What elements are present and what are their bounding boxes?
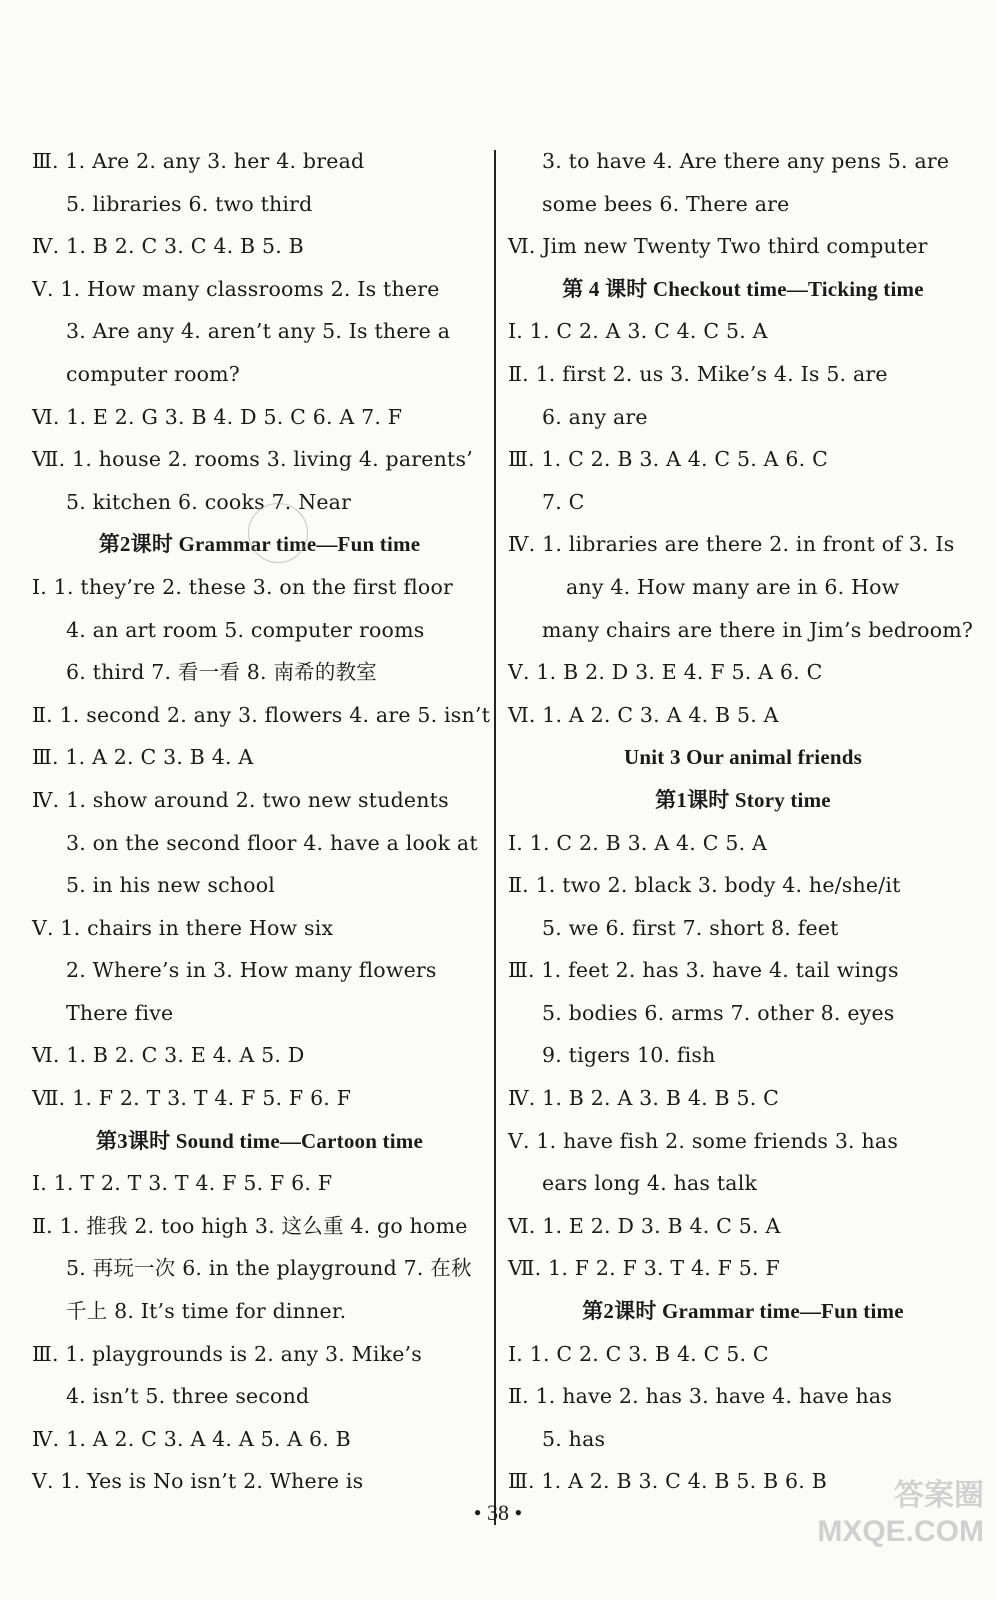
right-column	[508, 140, 978, 1503]
answer-line: 4. an art room 5. computer rooms	[66, 617, 425, 642]
answer-line: 5. 再玩一次 6. in the playground 7. 在秋	[66, 1256, 472, 1281]
answer-line: Ⅰ. 1. C 2. B 3. A 4. C 5. A	[508, 830, 768, 855]
answer-line: Ⅵ. Jim new Twenty Two third computer	[508, 234, 928, 259]
watermark-logo	[817, 1478, 984, 1550]
answer-line: 5. in his new school	[66, 873, 275, 898]
answer-line: Ⅱ. 1. first 2. us 3. Mike’s 4. Is 5. are	[508, 361, 888, 386]
answer-line: Ⅲ. 1. Are 2. any 3. her 4. bread	[32, 149, 365, 173]
answer-line: 3. to have 4. Are there any pens 5. are	[542, 149, 950, 173]
answer-line: Ⅴ. 1. How many classrooms 2. Is there	[32, 276, 440, 301]
answer-line: Ⅴ. 1. have fish 2. some friends 3. has	[508, 1128, 899, 1153]
answer-line: Ⅱ. 1. 推我 2. too high 3. 这么重 4. go home	[32, 1213, 468, 1238]
answer-line: 千上 8. It’s time for dinner.	[66, 1299, 347, 1324]
answer-line: Ⅶ. 1. house 2. rooms 3. living 4. parents’	[32, 447, 473, 472]
answer-line: Ⅰ. 1. they’re 2. these 3. on the first floor	[32, 574, 454, 599]
answer-line: Ⅶ. 1. F 2. T 3. T 4. F 5. F 6. F	[32, 1086, 352, 1111]
answer-line: computer room?	[66, 361, 240, 386]
answer-line: 4. isn’t 5. three second	[66, 1384, 310, 1409]
answer-line: 3. Are any 4. aren’t any 5. Is there a	[66, 319, 451, 344]
page-number: • 38 •	[473, 1500, 523, 1525]
answer-line: Ⅳ. 1. B 2. A 3. B 4. B 5. C	[508, 1086, 780, 1111]
watermark-line2: MXQE.COM	[817, 1515, 984, 1548]
left-column	[32, 140, 491, 1503]
answer-line: Ⅵ. 1. E 2. G 3. B 4. D 5. C 6. A 7. F	[32, 404, 403, 429]
answer-line: Ⅲ. 1. C 2. B 3. A 4. C 5. A 6. C	[508, 447, 828, 472]
answer-line: 2. Where’s in 3. How many flowers	[66, 958, 437, 983]
answer-line: 5. has	[542, 1426, 606, 1451]
answer-line: Ⅳ. 1. libraries are there 2. in front of 3. Is	[508, 532, 955, 557]
answer-line: 3. on the second floor 4. have a look at	[66, 830, 478, 855]
answer-line: There five	[66, 1000, 174, 1025]
answer-line: Ⅱ. 1. second 2. any 3. flowers 4. are 5. isn’t	[32, 702, 491, 727]
answer-line: 5. kitchen 6. cooks 7. Near	[66, 489, 352, 514]
answer-line: Ⅰ. 1. T 2. T 3. T 4. F 5. F 6. F	[32, 1171, 333, 1196]
answer-line: Ⅲ. 1. A 2. C 3. B 4. A	[32, 745, 254, 770]
answer-line: Ⅲ. 1. A 2. B 3. C 4. B 5. B 6. B	[508, 1469, 827, 1494]
section-heading: 第3课时 Sound time—Cartoon time	[95, 1128, 423, 1153]
answer-line: Ⅵ. 1. E 2. D 3. B 4. C 5. A	[508, 1213, 781, 1238]
watermark-line1: 答案圈	[894, 1479, 984, 1512]
answer-line: Ⅱ. 1. have 2. has 3. have 4. have has	[508, 1384, 893, 1409]
answer-line: 6. any are	[542, 404, 648, 429]
section-heading: 第 4 课时 Checkout time—Ticking time	[562, 276, 924, 301]
answer-line: Ⅲ. 1. feet 2. has 3. have 4. tail wings	[508, 958, 899, 983]
section-heading: 第2课时 Grammar time—Fun time	[98, 532, 421, 557]
answer-line: Ⅴ. 1. B 2. D 3. E 4. F 5. A 6. C	[508, 660, 823, 685]
answer-line: 5. bodies 6. arms 7. other 8. eyes	[542, 1000, 895, 1025]
answer-line: Ⅳ. 1. show around 2. two new students	[32, 787, 449, 812]
answer-line: 7. C	[542, 489, 585, 514]
answer-line: 6. third 7. 看一看 8. 南希的教室	[66, 660, 377, 685]
answer-line: some bees 6. There are	[542, 191, 790, 216]
answer-line: Ⅴ. 1. chairs in there How six	[32, 915, 334, 940]
answer-line: Ⅰ. 1. C 2. A 3. C 4. C 5. A	[508, 319, 768, 344]
answer-line: Ⅳ. 1. B 2. C 3. C 4. B 5. B	[32, 234, 304, 259]
answer-line: Ⅲ. 1. playgrounds is 2. any 3. Mike’s	[32, 1341, 422, 1366]
answer-line: many chairs are there in Jim’s bedroom?	[542, 617, 974, 642]
section-heading: 第1课时 Story time	[655, 787, 831, 812]
answer-line: 5. libraries 6. two third	[66, 191, 313, 216]
answer-line: Ⅱ. 1. two 2. black 3. body 4. he/she/it	[508, 873, 901, 898]
column-divider	[494, 150, 496, 1525]
answer-line: Ⅶ. 1. F 2. F 3. T 4. F 5. F	[508, 1256, 780, 1281]
section-heading: Unit 3 Our animal friends	[624, 745, 862, 770]
answer-line: Ⅵ. 1. B 2. C 3. E 4. A 5. D	[32, 1043, 305, 1068]
answer-line: any 4. How many are in 6. How	[566, 574, 900, 599]
answer-line: 5. we 6. first 7. short 8. feet	[542, 915, 839, 940]
answer-line: Ⅵ. 1. A 2. C 3. A 4. B 5. A	[508, 702, 779, 727]
section-heading: 第2课时 Grammar time—Fun time	[582, 1299, 904, 1324]
answer-line: Ⅳ. 1. A 2. C 3. A 4. A 5. A 6. B	[32, 1426, 351, 1451]
homework-stamp	[248, 503, 308, 563]
answer-line: 9. tigers 10. fish	[542, 1043, 716, 1068]
answer-line: Ⅴ. 1. Yes is No isn’t 2. Where is	[32, 1469, 364, 1494]
answer-line: Ⅰ. 1. C 2. C 3. B 4. C 5. C	[508, 1341, 769, 1366]
answer-line: ears long 4. has talk	[542, 1171, 758, 1196]
